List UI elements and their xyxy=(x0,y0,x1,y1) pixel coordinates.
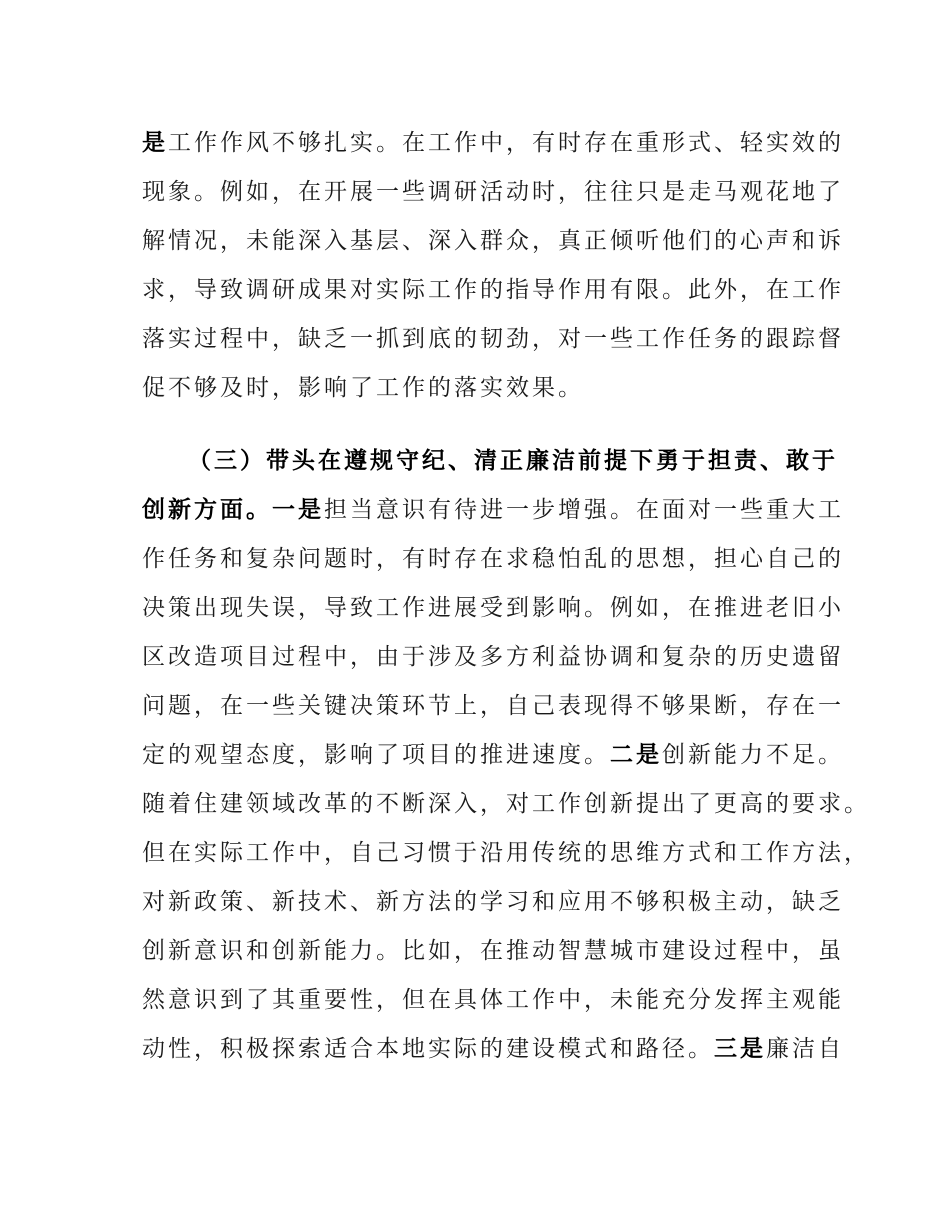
text-line: 对新政策、新技术、新方法的学习和应用不够积极主动，缺乏 xyxy=(142,889,844,915)
text-line: 作任务和复杂问题时，有时存在求稳怕乱的思想，担心自己的 xyxy=(142,546,844,572)
section-heading: （三）带头在遵规守纪、清正廉洁前提下勇于担责、敢于 xyxy=(188,448,838,474)
text-line: 落实过程中，缺乏一抓到底的韧劲，对一些工作任务的跟踪督 xyxy=(142,326,844,352)
text-line xyxy=(142,486,844,535)
line-text: 担当意识有待进一步增强。在面对一些重大工 xyxy=(324,497,844,523)
text-line: 现象。例如，在开展一些调研活动时，往往只是走马观花地了 xyxy=(142,179,844,205)
section-heading-end: 创新方面。 xyxy=(142,497,272,523)
text-line: 决策出现失误，导致工作进展受到影响。例如，在推进老旧小 xyxy=(142,595,844,621)
text-line: 解情况，未能深入基层、深入群众，真正倾听他们的心声和诉 xyxy=(142,228,844,254)
line-text: 定的观望态度，影响了项目的推进速度。 xyxy=(142,742,610,768)
text-line: 然意识到了其重要性，但在具体工作中，未能充分发挥主观能 xyxy=(142,987,844,1013)
line-text: 廉洁自 xyxy=(766,1036,844,1062)
text-line: 但在实际工作中，自己习惯于沿用传统的思维方式和工作方法， xyxy=(142,840,870,866)
line-text: 创新能力不足。 xyxy=(662,742,844,768)
bold-marker: 一是 xyxy=(272,497,324,523)
text-line: 随着住建领域改革的不断深入，对工作创新提出了更高的要求。 xyxy=(142,791,870,817)
text-line: 问题，在一些关键决策环节上，自己表现得不够果断，存在一 xyxy=(142,693,844,719)
text-line: 求，导致调研成果对实际工作的指导作用有限。此外，在工作 xyxy=(142,277,844,303)
text-line xyxy=(142,731,844,780)
paragraph-section-three xyxy=(142,437,870,1074)
section-heading-line xyxy=(142,437,838,486)
text-line: 促不够及时，影响了工作的落实效果。 xyxy=(142,375,584,401)
line-text: 动性，积极探索适合本地实际的建设模式和路径。 xyxy=(142,1036,714,1062)
paragraph-work-style xyxy=(142,119,844,413)
text-line xyxy=(142,1025,844,1074)
text-line xyxy=(142,119,844,168)
text-line: 创新意识和创新能力。比如，在推动智慧城市建设过程中，虽 xyxy=(142,938,844,964)
bold-marker: 三是 xyxy=(714,1036,766,1062)
text-line: 区改造项目过程中，由于涉及多方利益协调和复杂的历史遗留 xyxy=(142,644,844,670)
bold-marker: 二是 xyxy=(610,742,662,768)
bold-marker: 是 xyxy=(142,130,168,156)
line-text: 工作作风不够扎实。在工作中，有时存在重形式、轻实效的 xyxy=(168,130,844,156)
